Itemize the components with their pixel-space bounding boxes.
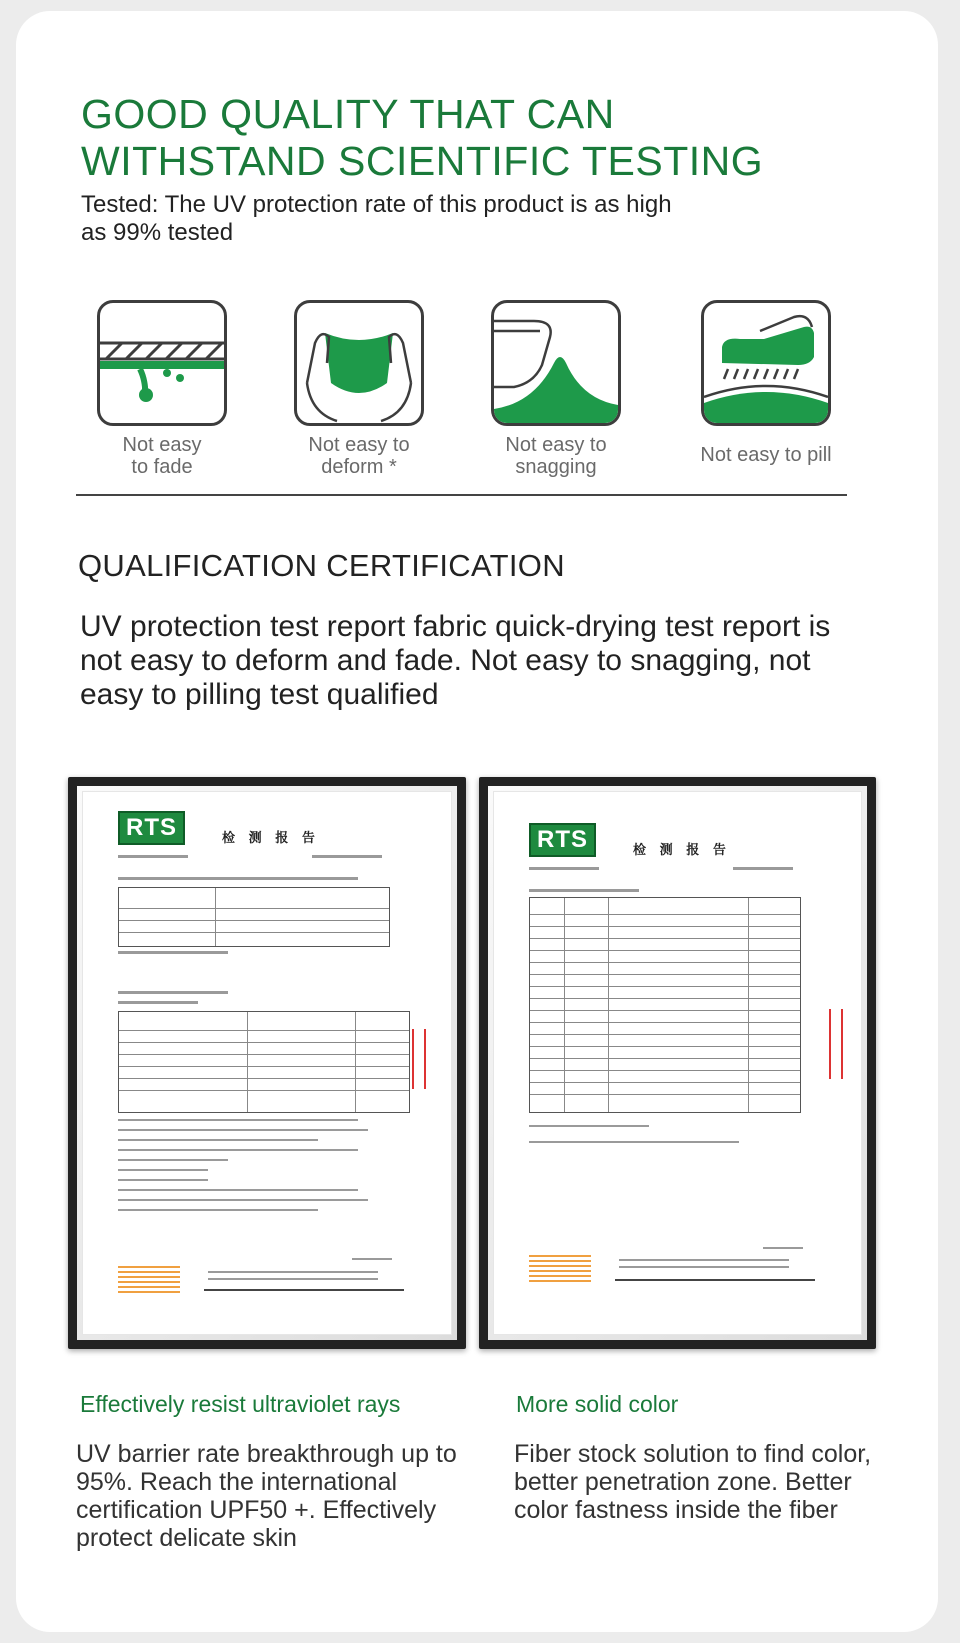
report-title: 检 测 报 告 xyxy=(633,842,731,857)
feature-pill xyxy=(666,300,866,466)
caption-color-heading: More solid color xyxy=(516,1391,679,1417)
feature-label: Not easy to snagging xyxy=(505,434,607,478)
certification-heading: QUALIFICATION CERTIFICATION xyxy=(78,548,565,583)
page-subtitle: Tested: The UV protection rate of this product is as high as 99% tested xyxy=(81,191,672,246)
section-divider xyxy=(76,494,847,496)
feature-label: Not easy to deform * xyxy=(308,434,410,478)
rts-logo: RTS xyxy=(529,823,596,857)
feature-label: Not easy to pill xyxy=(700,444,832,466)
certification-text: UV protection test report fabric quick-drying test report is not easy to deform and fade. Not easy to snagging, not easy to pilling test qualified xyxy=(80,610,831,711)
page-title: GOOD QUALITY THAT CAN WITHSTAND SCIENTIFIC TESTING xyxy=(81,91,764,184)
deform-resist-icon xyxy=(297,303,421,423)
feature-fade xyxy=(62,300,262,478)
caption-uv-heading: Effectively resist ultraviolet rays xyxy=(80,1391,401,1417)
pill-resist-icon xyxy=(704,303,828,423)
feature-label: Not easy to fade xyxy=(122,434,202,478)
feature-snagging xyxy=(456,300,656,478)
test-report-image-2 xyxy=(479,777,876,1349)
test-report-image-1 xyxy=(68,777,466,1349)
caption-uv-text: UV barrier rate breakthrough up to 95%. Reach the international certification UPF50 +. Effectively protect delicate skin xyxy=(76,1440,457,1552)
rts-logo: RTS xyxy=(118,811,185,845)
fade-resist-icon xyxy=(100,303,224,423)
snag-resist-icon xyxy=(494,303,618,423)
feature-deform xyxy=(259,300,459,478)
caption-color-text: Fiber stock solution to find color, better penetration zone. Better color fastness inside the fiber xyxy=(514,1440,872,1524)
report-title: 检 测 报 告 xyxy=(222,830,320,845)
